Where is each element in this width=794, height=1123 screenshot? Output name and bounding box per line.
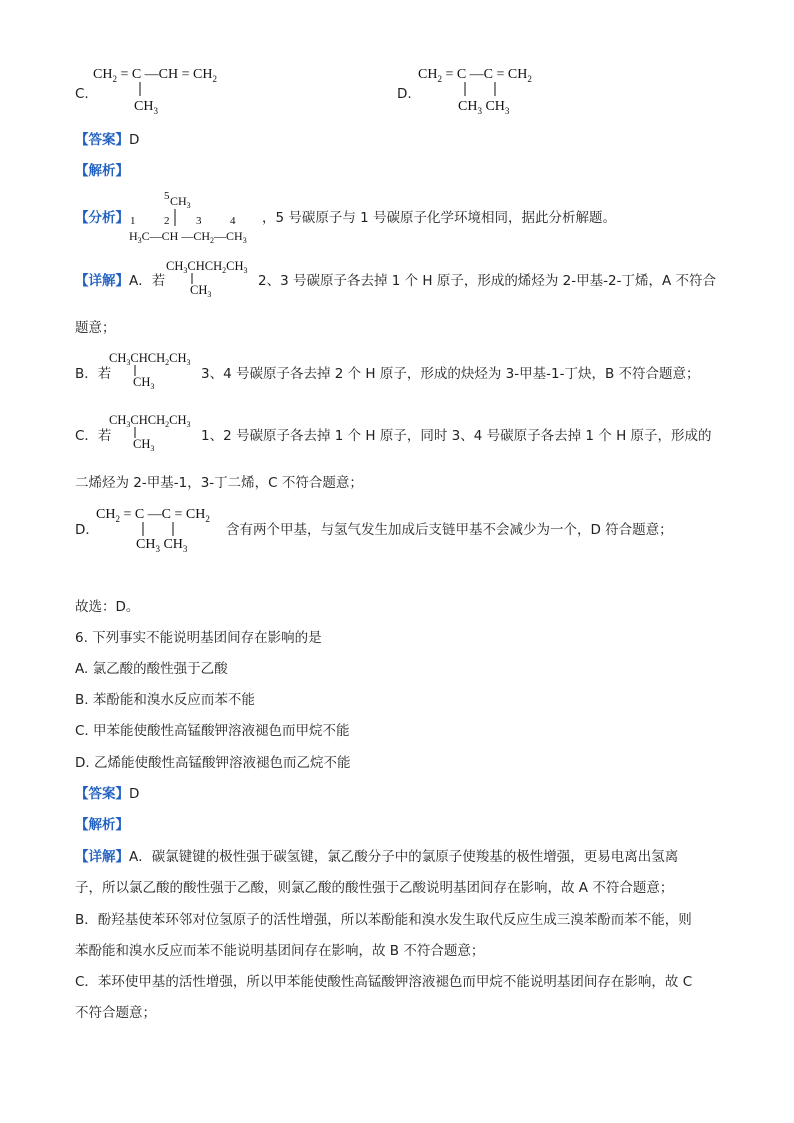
numbered-carbon-chain xyxy=(128,188,268,246)
formula-dimethylbutadiene xyxy=(94,500,234,554)
analysis-tag: 【解析】 xyxy=(75,163,129,179)
detail-a-text-1: 2、3 号碳原子各去掉 1 个 H 原子，形成的烯烃为 2-甲基-2-丁烯，A 不符合 xyxy=(258,273,716,289)
option-c-label: C. xyxy=(75,86,89,102)
detail-2-line-1 xyxy=(75,847,678,867)
answer-1 xyxy=(75,130,139,150)
fenxi-label xyxy=(75,208,129,228)
detail-b-text: 3、4 号碳原子各去掉 2 个 H 原子，形成的炔烃为 3-甲基-1-丁炔，B 不符合题意； xyxy=(201,366,700,382)
option-d-formula xyxy=(415,60,575,120)
detail-a-text-2: 题意； xyxy=(75,320,116,336)
fenxi-tag: 【分析】 xyxy=(75,210,129,226)
answer-2 xyxy=(75,784,139,804)
detail-2-line-4: 苯酚能和溴水反应而苯不能说明基团间存在影响，故 B 不符合题意； xyxy=(75,943,485,959)
analysis-2-tag xyxy=(75,815,129,835)
svg-text:CH3CHCH2CH3: $CH_3CHCH_2CH_3$ xyxy=(166,259,248,275)
detail-a-head xyxy=(75,271,165,291)
formula-2-methylbutane-a xyxy=(164,256,264,298)
detail-tag: 【详解】 xyxy=(75,273,129,289)
svg-text:4: 4 xyxy=(230,215,236,227)
option-c-formula xyxy=(90,60,250,120)
formula-2-methylbutane-b xyxy=(107,348,207,390)
svg-text:3: 3 xyxy=(196,215,202,227)
svg-text:2: 2 xyxy=(164,215,170,227)
answer-tag: 【答案】 xyxy=(75,786,129,802)
svg-text:H3C—CH —CH2—CH3: $H_3C—CH$ $—CH_2—CH_3$ xyxy=(129,229,247,245)
formula-2-methylbutane-c xyxy=(107,410,207,452)
question-6-stem: 6. 下列事实不能说明基团间存在影响的是 xyxy=(75,630,322,646)
svg-text:CH3 CH3: $CH_3$ $CH_3$ xyxy=(458,99,510,116)
svg-text:CH3: $CH_3$ xyxy=(133,437,155,452)
detail-b-prefix: B．若 xyxy=(75,366,112,382)
conclusion-1: 故选：D。 xyxy=(75,599,140,615)
svg-text:CH3 CH3: $CH_3$ $CH_3$ xyxy=(136,537,188,554)
detail-2-line-6: 不符合题意； xyxy=(75,1005,156,1021)
answer-value: D xyxy=(129,132,140,148)
analysis-1-tag xyxy=(75,161,129,181)
svg-text:CH3: $CH_3$ xyxy=(170,194,191,210)
svg-text:CH2 = C —C = CH2: $CH_2 = C$ —C = $CH_2$ xyxy=(96,507,210,524)
question-6-option-b: B. 苯酚能和溴水反应而苯不能 xyxy=(75,692,255,708)
svg-text:5: 5 xyxy=(164,190,170,202)
detail-tag: 【详解】 xyxy=(75,849,129,865)
svg-text:CH2 = C —CH = CH2: $CH_2 = C$ —CH = $CH_2$ xyxy=(93,67,217,84)
detail-2-text: A．碳氯键键的极性强于碳氢键，氯乙酸分子中的氯原子使羧基的极性增强，更易电离出氢离 xyxy=(129,849,679,865)
detail-c-text-1: 1、2 号碳原子各去掉 1 个 H 原子，同时 3、4 号碳原子各去掉 1 个 H 原子，形成的 xyxy=(201,428,712,444)
detail-c-text-2: 二烯烃为 2-甲基-1，3-丁二烯，C 不符合题意； xyxy=(75,475,363,491)
analysis-tag: 【解析】 xyxy=(75,817,129,833)
detail-2-line-5: C．苯环使甲基的活性增强，所以甲苯能使酸性高锰酸钾溶液褪色而甲烷不能说明基团间存在影响，故 C xyxy=(75,974,693,990)
answer-tag: 【答案】 xyxy=(75,132,129,148)
svg-text:CH3: $CH_3$ xyxy=(133,375,155,390)
question-6-option-a: A. 氯乙酸的酸性强于乙酸 xyxy=(75,661,228,677)
option-d-label: D. xyxy=(397,86,412,102)
fenxi-text: ，5 号碳原子与 1 号碳原子化学环境相同，据此分析解题。 xyxy=(262,210,617,226)
svg-text:CH3CHCH2CH3: $CH_3CHCH_2CH_3$ xyxy=(109,413,191,429)
detail-2-line-2: 子，所以氯乙酸的酸性强于乙酸，则氯乙酸的酸性强于乙酸说明基团间存在影响，故 A 不符合题意； xyxy=(75,880,674,896)
svg-text:1: 1 xyxy=(130,215,136,227)
detail-d-prefix: D． xyxy=(75,522,99,538)
detail-c-prefix: C．若 xyxy=(75,428,112,444)
svg-text:CH3: $CH_3$ xyxy=(190,283,212,298)
detail-d-text: 含有两个甲基，与氢气发生加成后支链甲基不会减少为一个，D 符合题意； xyxy=(226,522,673,538)
svg-text:CH3: $CH_3$ xyxy=(134,99,158,116)
question-6-option-c: C. 甲苯能使酸性高锰酸钾溶液褪色而甲烷不能 xyxy=(75,723,350,739)
question-6-option-d: D. 乙烯能使酸性高锰酸钾溶液褪色而乙烷不能 xyxy=(75,755,351,771)
answer-value: D xyxy=(129,786,140,802)
svg-text:CH2 = C —C = CH2: $CH_2 = C$ —C = $CH_2$ xyxy=(418,67,532,84)
svg-text:CH3CHCH2CH3: $CH_3CHCH_2CH_3$ xyxy=(109,351,191,367)
detail-2-line-3: B．酚羟基使苯环邻对位氢原子的活性增强，所以苯酚能和溴水发生取代反应生成三溴苯酚而苯不能，则 xyxy=(75,912,692,928)
detail-a-prefix: A．若 xyxy=(129,273,166,289)
